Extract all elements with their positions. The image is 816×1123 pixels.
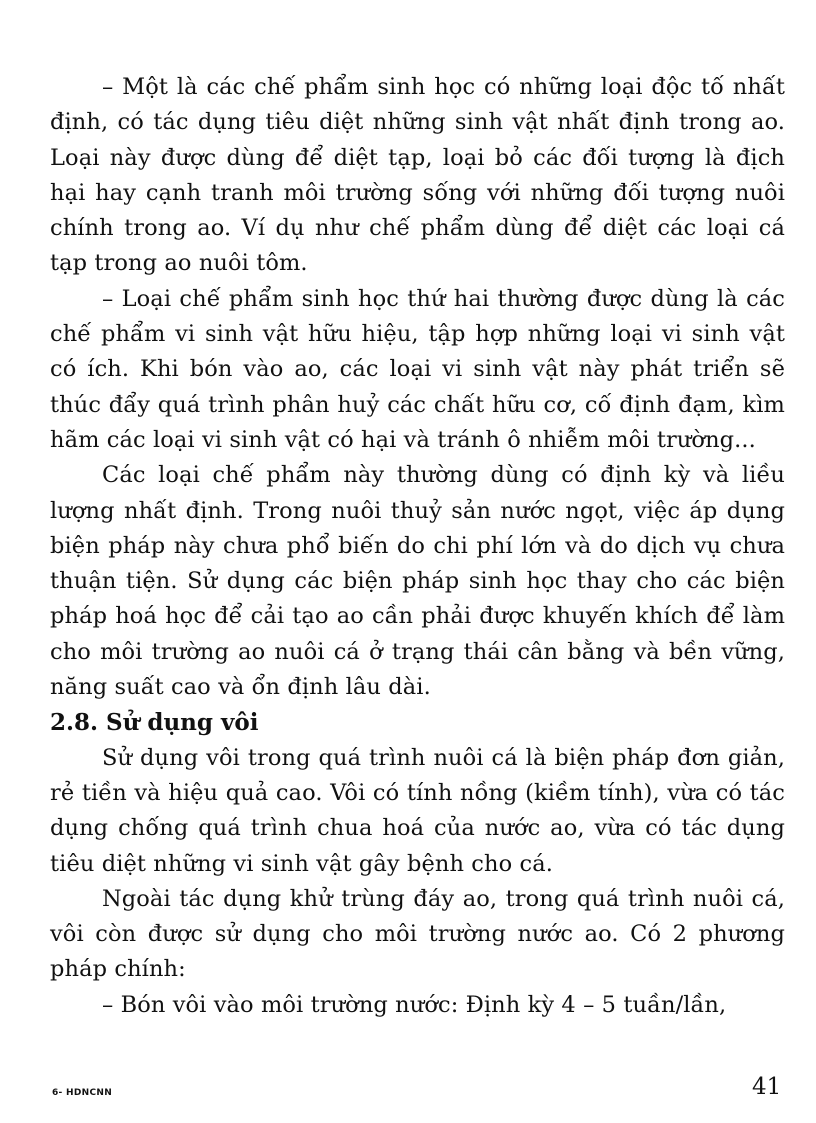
paragraph-periodic-use: Các loại chế phẩm này thường dùng có định kỳ và liều lượng nhất định. Trong nuôi thuỷ sản nước ngọt, việc áp dụng biện pháp này chưa phổ biến do chi phí lớn và do dịch vụ chưa thuận tiện. Sử dụng các biện pháp sinh học thay cho các biện pháp hoá học để cải tạo ao cần phải được khuyến khích để làm cho môi trường ao nuôi cá ở trạng thái cân bằng và bền vững, năng suất cao và ổn định lâu dài. (50, 462, 785, 701)
paragraph-biological-products-toxins: – Một là các chế phẩm sinh học có những loại độc tố nhất định, có tác dụng tiêu diệt những sinh vật nhất định trong ao. Loại này được dùng để diệt tạp, loại bỏ các đối tượng là địch hại hay cạnh tranh môi trường sống với những đối tượng nuôi chính trong ao. Ví dụ như chế phẩm dùng để diệt các loại cá tạp trong ao nuôi tôm. (50, 74, 785, 277)
page-body (50, 70, 785, 1023)
page-number: 41 (752, 1074, 782, 1100)
paragraph-lime-methods: Ngoài tác dụng khử trùng đáy ao, trong quá trình nuôi cá, vôi còn được sử dụng cho môi trường nước ao. Có 2 phương pháp chính: (50, 885, 785, 983)
paragraph-microbial-products: – Loại chế phẩm sinh học thứ hai thường được dùng là các chế phẩm vi sinh vật hữu hiệu, tập hợp những loại vi sinh vật có ích. Khi bón vào ao, các loại vi sinh vật này phát triển sẽ thúc đẩy quá trình phân huỷ các chất hữu cơ, cố định đạm, kìm hãm các loại vi sinh vật có hại và tránh ô nhiễm môi trường... (50, 285, 785, 453)
paragraph-lime-benefits: Sử dụng vôi trong quá trình nuôi cá là biện pháp đơn giản, rẻ tiền và hiệu quả cao. Vôi có tính nồng (kiềm tính), vừa có tác dụng chống quá trình chua hoá của nước ao, vừa có tác dụng tiêu diệt những vi sinh vật gây bệnh cho cá. (50, 744, 785, 877)
footer-signature-code: 6- HDNCNN (52, 1088, 113, 1098)
section-heading-lime: 2.8. Sử dụng vôi (50, 709, 259, 737)
paragraph-lime-method-one: – Bón vôi vào môi trường nước: Định kỳ 4 – 5 tuần/lần, (102, 991, 727, 1018)
